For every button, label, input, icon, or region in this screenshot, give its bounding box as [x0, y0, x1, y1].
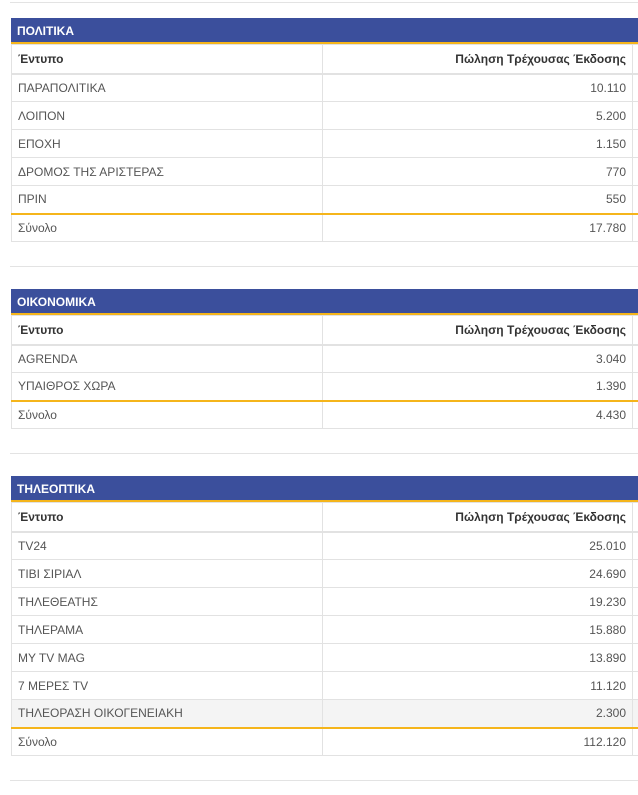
total-row [12, 728, 638, 756]
publication-name: ΠΑΡΑΠΟΛΙΤΙΚΑ [12, 74, 323, 102]
sales-table [11, 44, 638, 242]
sales-value: 1.150 [323, 130, 633, 158]
column-header-name[interactable]: Έντυπο [12, 503, 323, 532]
publication-name: ΤΗΛΕΘΕΑΤΗΣ [12, 588, 323, 616]
total-row [12, 214, 638, 242]
sales-value: 25.010 [323, 532, 633, 560]
table-row [12, 345, 638, 373]
sales-table [11, 502, 638, 756]
publication-name: ΤΗΛΕΡΑΜΑ [12, 616, 323, 644]
publication-name: ΥΠΑΙΘΡΟΣ ΧΩΡΑ [12, 373, 323, 401]
publication-name: ΕΠΟΧΗ [12, 130, 323, 158]
table-row [12, 532, 638, 560]
publication-name: ΛΟΙΠΟΝ [12, 102, 323, 130]
publication-name: AGRENDA [12, 345, 323, 373]
table-row [12, 373, 638, 401]
sales-value: 11.120 [323, 672, 633, 700]
sales-table [11, 315, 638, 429]
section-divider [10, 266, 638, 267]
section-divider [10, 780, 638, 781]
sales-value: 550 [323, 186, 633, 214]
sales-value: 2.300 [323, 700, 633, 728]
column-header-name[interactable]: Έντυπο [12, 316, 323, 345]
table-row [12, 672, 638, 700]
total-row [12, 401, 638, 429]
total-value: 4.430 [323, 401, 633, 429]
table-row [12, 616, 638, 644]
total-label: Σύνολο [12, 728, 323, 756]
sales-value: 15.880 [323, 616, 633, 644]
table-row [12, 560, 638, 588]
section-title: ΠΟΛΙΤΙΚΑ [11, 18, 638, 44]
publication-name: ΔΡΟΜΟΣ ΤΗΣ ΑΡΙΣΤΕΡΑΣ [12, 158, 323, 186]
sales-value: 24.690 [323, 560, 633, 588]
column-header-sales[interactable]: Πώληση Τρέχουσας Έκδοσης [323, 316, 633, 345]
section-title: ΤΗΛΕΟΠΤΙΚΑ [11, 476, 638, 502]
total-label: Σύνολο [12, 401, 323, 429]
sales-value: 10.110 [323, 74, 633, 102]
section-tileoptika [11, 476, 638, 756]
table-row [12, 74, 638, 102]
table-header-row [12, 45, 638, 74]
publication-name: ΠΡΙΝ [12, 186, 323, 214]
sales-value: 770 [323, 158, 633, 186]
section-divider [10, 453, 638, 454]
publication-name: 7 ΜΕΡΕΣ TV [12, 672, 323, 700]
column-header-sales[interactable]: Πώληση Τρέχουσας Έκδοσης [323, 45, 633, 74]
table-row [12, 130, 638, 158]
total-value: 17.780 [323, 214, 633, 242]
table-row [12, 186, 638, 214]
total-value: 112.120 [323, 728, 633, 756]
table-header-row [12, 503, 638, 532]
section-title: ΟΙΚΟΝΟΜΙΚΑ [11, 289, 638, 315]
total-label: Σύνολο [12, 214, 323, 242]
publication-name: ΤΙΒΙ ΣΙΡΙΑΛ [12, 560, 323, 588]
publication-name: ΤΗΛΕΟΡΑΣΗ ΟΙΚΟΓΕΝΕΙΑΚΗ [12, 700, 323, 728]
sales-value: 19.230 [323, 588, 633, 616]
sales-value: 1.390 [323, 373, 633, 401]
publication-name: MY TV MAG [12, 644, 323, 672]
table-header-row [12, 316, 638, 345]
column-header-name[interactable]: Έντυπο [12, 45, 323, 74]
section-politika [11, 18, 638, 242]
sales-value: 5.200 [323, 102, 633, 130]
table-row [12, 102, 638, 130]
table-row [12, 588, 638, 616]
table-row [12, 158, 638, 186]
column-header-sales[interactable]: Πώληση Τρέχουσας Έκδοσης [323, 503, 633, 532]
sales-value: 13.890 [323, 644, 633, 672]
publication-name: TV24 [12, 532, 323, 560]
table-row [12, 644, 638, 672]
sales-value: 3.040 [323, 345, 633, 373]
table-row [12, 700, 638, 728]
section-oikonomika [11, 289, 638, 429]
top-divider [10, 2, 638, 3]
